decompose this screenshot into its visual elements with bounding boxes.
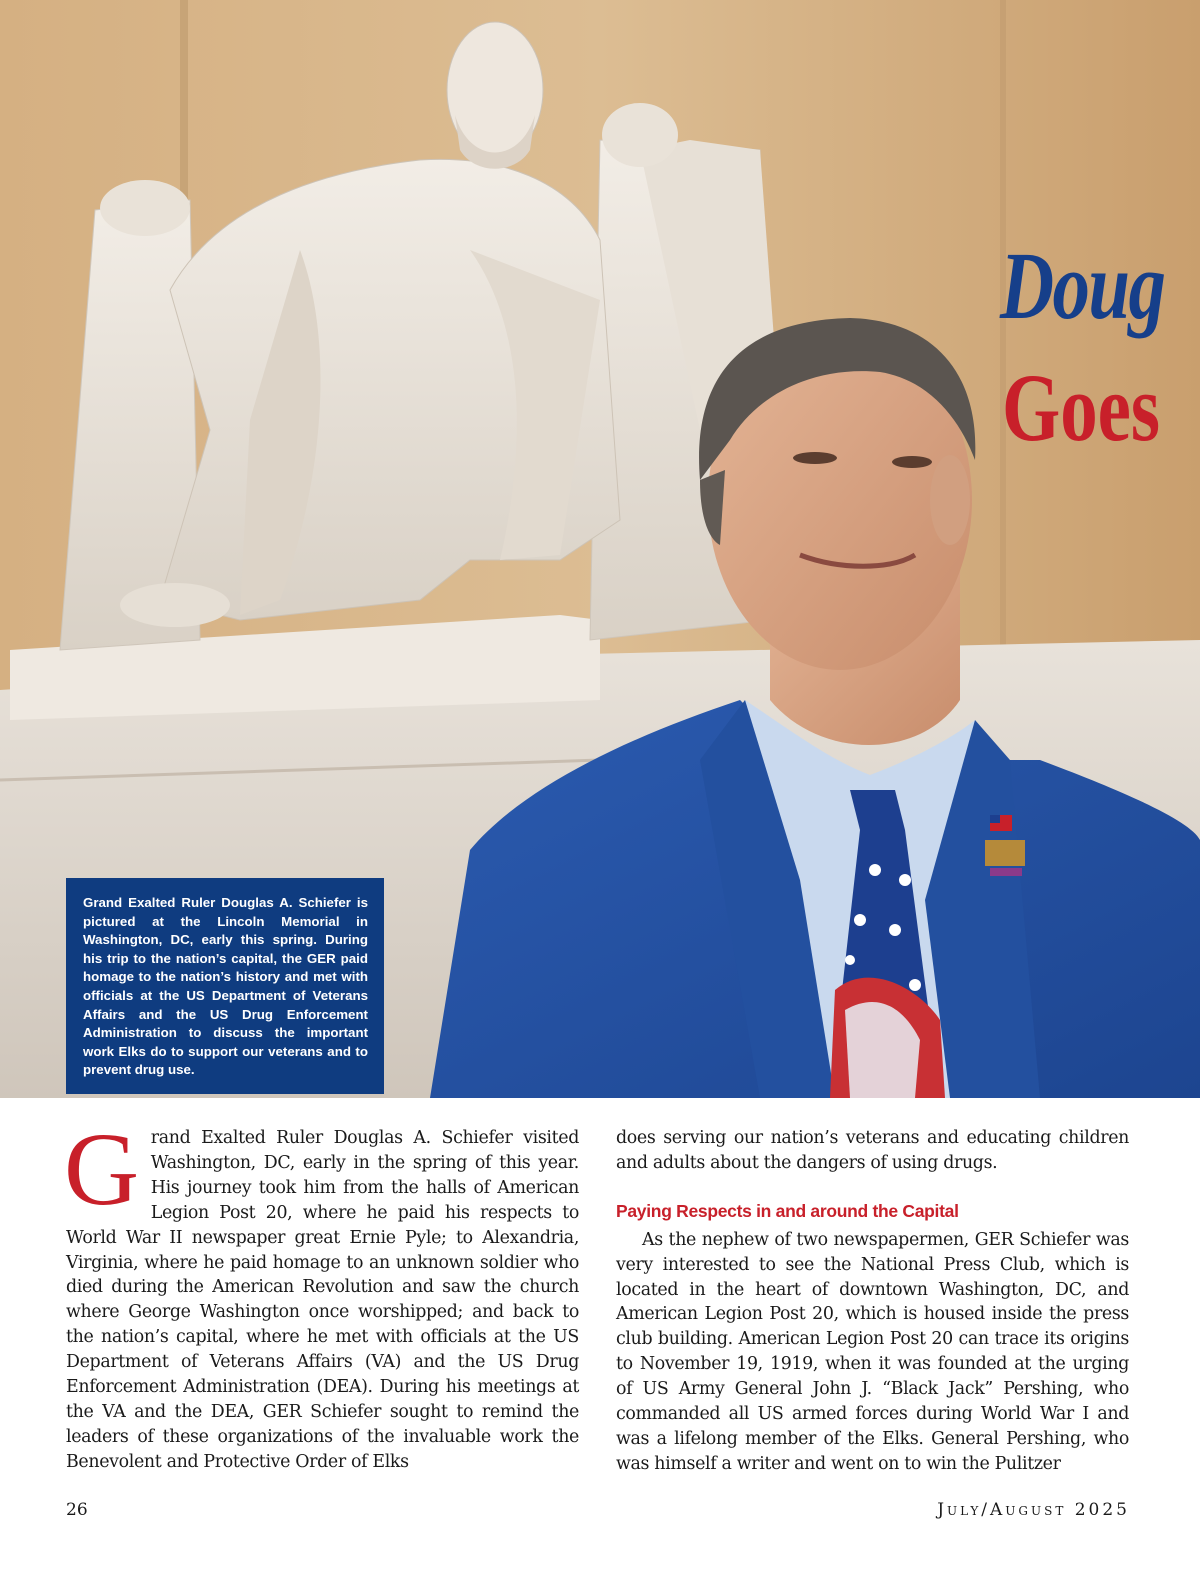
article-column-right <box>616 1126 1129 1477</box>
headline-line-1: Doug <box>1000 232 1165 339</box>
article-paragraph-1-text: rand Exalted Ruler Douglas A. Schiefer visited Washington, DC, early in the spring of this year. His journey took him from the halls of American Legion Post 20, where he paid his respects to World War II newspaper great Ernie Pyle; to Alexandria, Virginia, where he paid homage to an unknown soldier who died during the American Revolution and saw the church where George Washington once worshipped; and back to the nation’s capital, where he met with officials at the US Department of Veterans Affairs (VA) and the US Drug Enforcement Administration (DEA). During his meetings at the VA and the DEA, GER Schiefer sought to remind the leaders of these organizations of the invaluable work the Benevolent and Protective Order of Elks <box>66 1128 579 1472</box>
photo-caption-box <box>66 878 384 1094</box>
drop-cap: G <box>64 1112 139 1227</box>
article-paragraph-2: As the nephew of two newspapermen, GER Schiefer was very interested to see the National Press Club, which is located in the heart of downtown Washington, DC, and American Legion Post 20, which is housed inside the press club building. American Legion Post 20 can trace its origins to November 19, 1919, when it was founded at the urging of US Army General John J. “Black Jack” Pershing, who commanded all US armed forces during World War I and was a lifelong member of the Elks. General Pershing, who was himself a writer and went on to win the Pulitzer <box>616 1229 1129 1474</box>
section-subhead: Paying Respects in and around the Capital <box>616 1200 959 1221</box>
page-number: 26 <box>66 1500 88 1520</box>
article-column-left <box>64 1112 579 1475</box>
headline-line-2: Goes <box>1002 354 1161 461</box>
article-paragraph-1 <box>64 1112 579 1475</box>
article-paragraph-1-continued: does serving our nation’s veterans and educating children and adults about the dangers of using drugs. <box>616 1128 1129 1173</box>
photo-caption: Grand Exalted Ruler Douglas A. Schiefer is pictured at the Lincoln Memorial in Washington, DC, early this spring. During his trip to the nation’s capital, the GER paid homage to the nation’s history and met with officials at the US Department of Veterans Affairs and the US Drug Enforcement Administration to discuss the important work Elks do to support our veterans and to prevent drug use. <box>83 895 368 1078</box>
issue-date: July/August 2025 <box>937 1500 1130 1520</box>
